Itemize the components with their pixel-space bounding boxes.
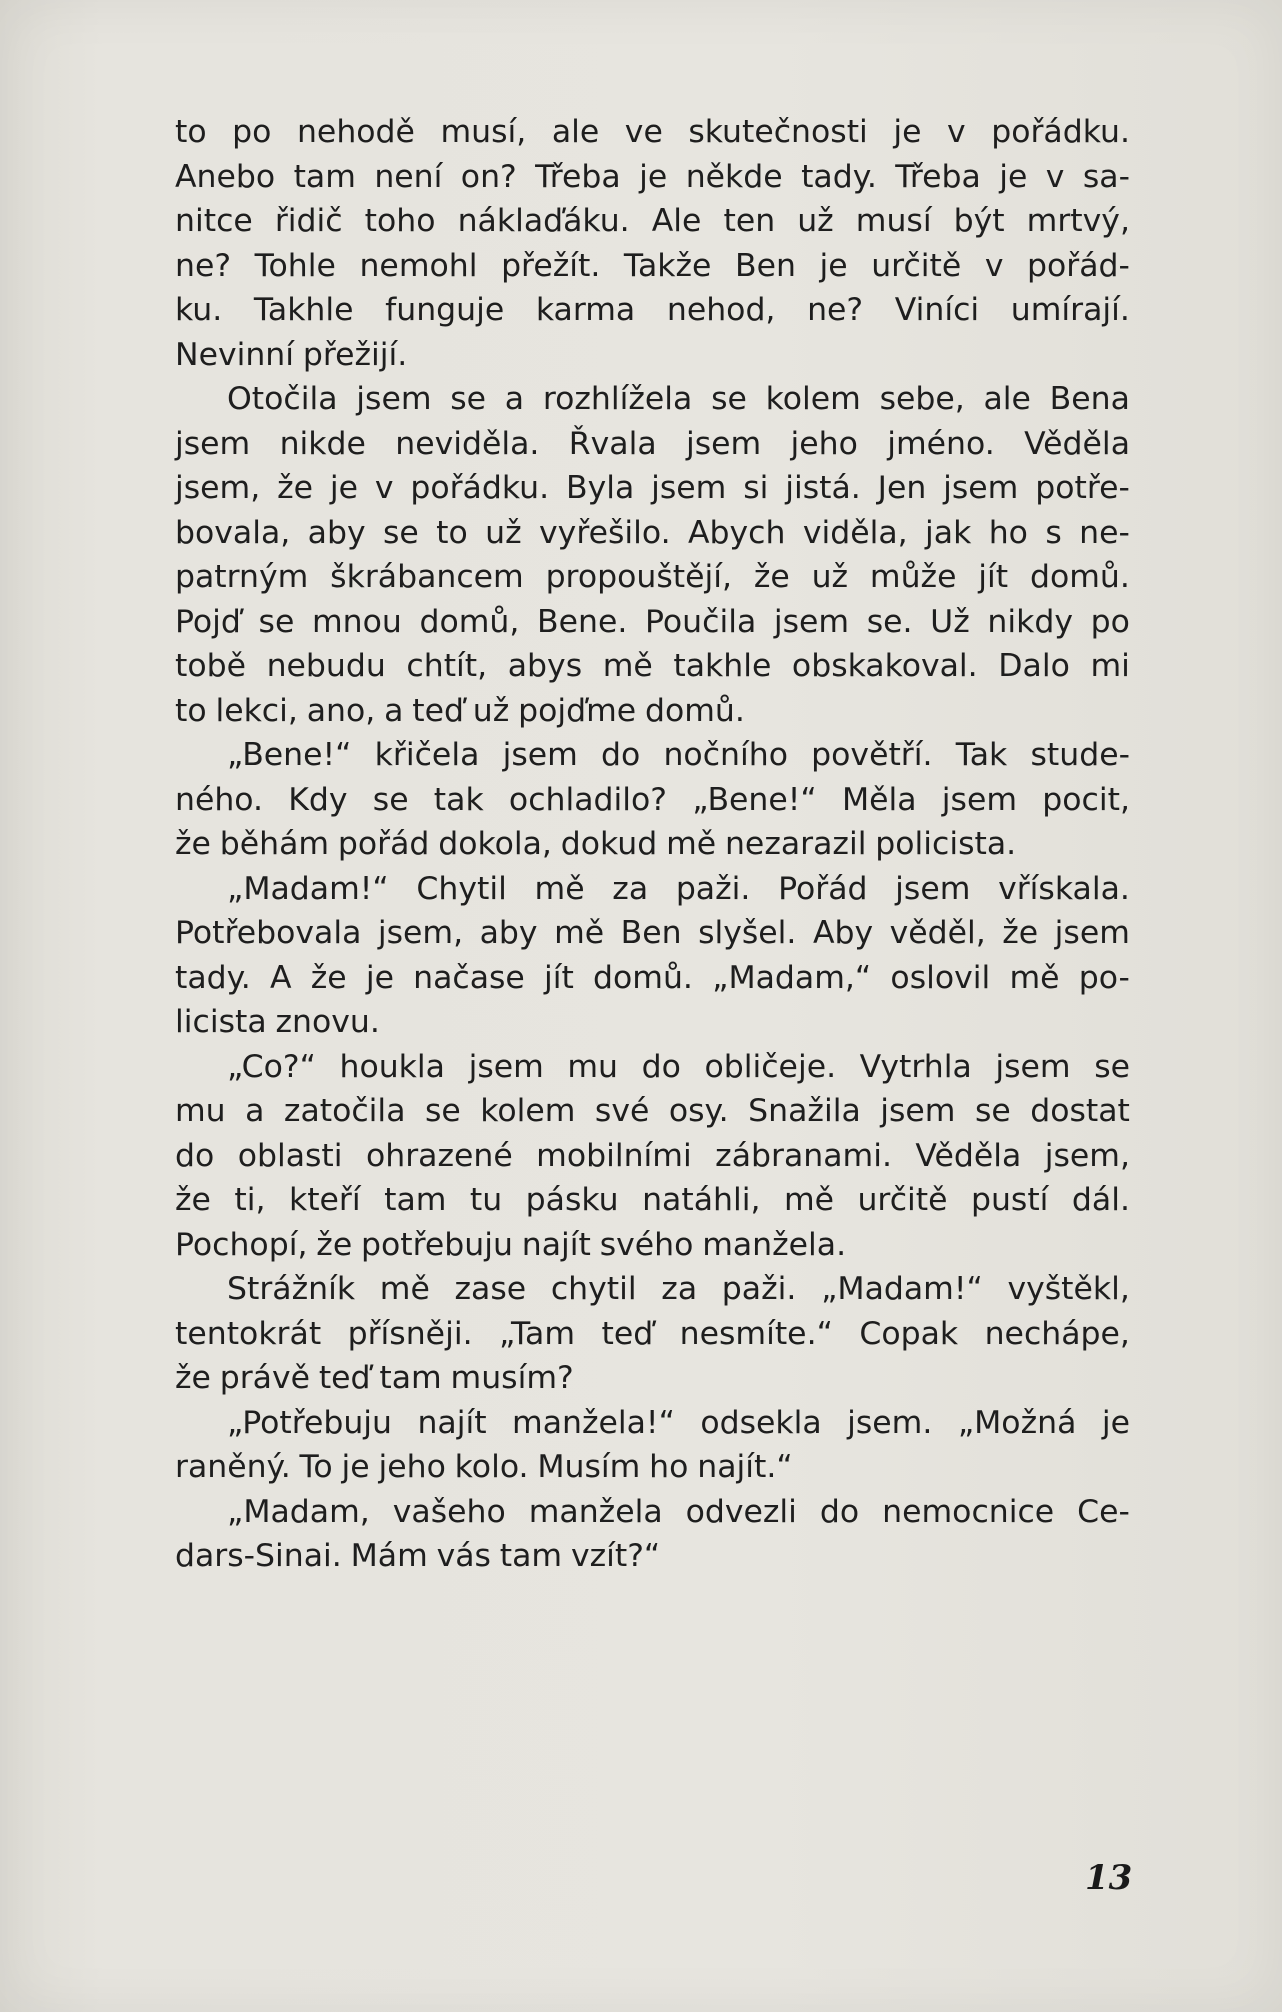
text-line: nitce řidič toho náklaďáku. Ale ten už musí být mrtvý, (175, 203, 1130, 239)
text-line: „Madam, vašeho manžela odvezli do nemocnice Ce- (227, 1493, 1130, 1530)
text-line: „Madam!“ Chytil mě za paži. Pořád jsem vřískala. (227, 870, 1130, 907)
page-number: 13 (1085, 1858, 1133, 1898)
text-line: to po nehodě musí, ale ve skutečnosti je v pořádku. (175, 114, 1130, 150)
text-line: ného. Kdy se tak ochladilo? „Bene!“ Měla jsem pocit, (175, 781, 1130, 818)
text-line: Pojď se mnou domů, Bene. Poučila jsem se. Už nikdy po (175, 603, 1130, 640)
text-line: tobě nebudu chtít, abys mě takhle obskakoval. Dalo mi (175, 648, 1130, 684)
text-line: Strážník mě zase chytil za paži. „Madam!“ vyštěkl, (227, 1271, 1130, 1307)
text-line: Pochopí, že potřebuju najít svého manžela. (175, 1226, 847, 1263)
text-line: patrným škrábancem propouštějí, že už může jít domů. (175, 559, 1130, 595)
text-line: „Co?“ houkla jsem mu do obličeje. Vytrhla jsem se (227, 1048, 1130, 1085)
text-line: „Potřebuju najít manžela!“ odsekla jsem. „Možná je (227, 1404, 1130, 1441)
text-line: Anebo tam není on? Třeba je někde tady. Třeba je v sa- (175, 158, 1130, 195)
text-line: mu a zatočila se kolem své osy. Snažila jsem se dostat (175, 1093, 1130, 1129)
text-line: „Bene!“ křičela jsem do nočního povětří. Tak stude- (227, 737, 1130, 773)
text-line: jsem nikde neviděla. Řvala jsem jeho jméno. Věděla (175, 425, 1130, 462)
text-line: bovala, aby se to už vyřešilo. Abych viděla, jak ho s ne- (175, 514, 1130, 551)
text-line: že právě teď tam musím? (175, 1360, 574, 1396)
text-line: tentokrát přísněji. „Tam teď nesmíte.“ Copak nechápe, (175, 1315, 1130, 1352)
text-line: licista znovu. (175, 1004, 380, 1040)
text-line: že ti, kteří tam tu pásku natáhli, mě určitě pustí dál. (175, 1182, 1130, 1218)
text-line: Potřebovala jsem, aby mě Ben slyšel. Aby věděl, že jsem (175, 915, 1130, 951)
text-line: Otočila jsem se a rozhlížela se kolem sebe, ale Bena (227, 381, 1130, 417)
text-line: to lekci, ano, a teď už pojďme domů. (175, 692, 745, 729)
body-text (175, 110, 1130, 1579)
text-line: ne? Tohle nemohl přežít. Takže Ben je určitě v pořád- (175, 247, 1130, 284)
text-line: jsem, že je v pořádku. Byla jsem si jistá. Jen jsem potře- (175, 470, 1130, 506)
text-line: dars-Sinai. Mám vás tam vzít?“ (175, 1538, 661, 1574)
text-line: ku. Takhle funguje karma nehod, ne? Viníci umírají. (175, 292, 1130, 328)
text-line: do oblasti ohrazené mobilními zábranami. Věděla jsem, (175, 1137, 1130, 1174)
text-line: tady. A že je načase jít domů. „Madam,“ oslovil mě po- (175, 959, 1130, 996)
text-line: Nevinní přežijí. (175, 336, 408, 373)
text-line: že běhám pořád dokola, dokud mě nezarazil policista. (175, 826, 1017, 862)
text-line: raněný. To je jeho kolo. Musím ho najít.“ (175, 1449, 793, 1485)
